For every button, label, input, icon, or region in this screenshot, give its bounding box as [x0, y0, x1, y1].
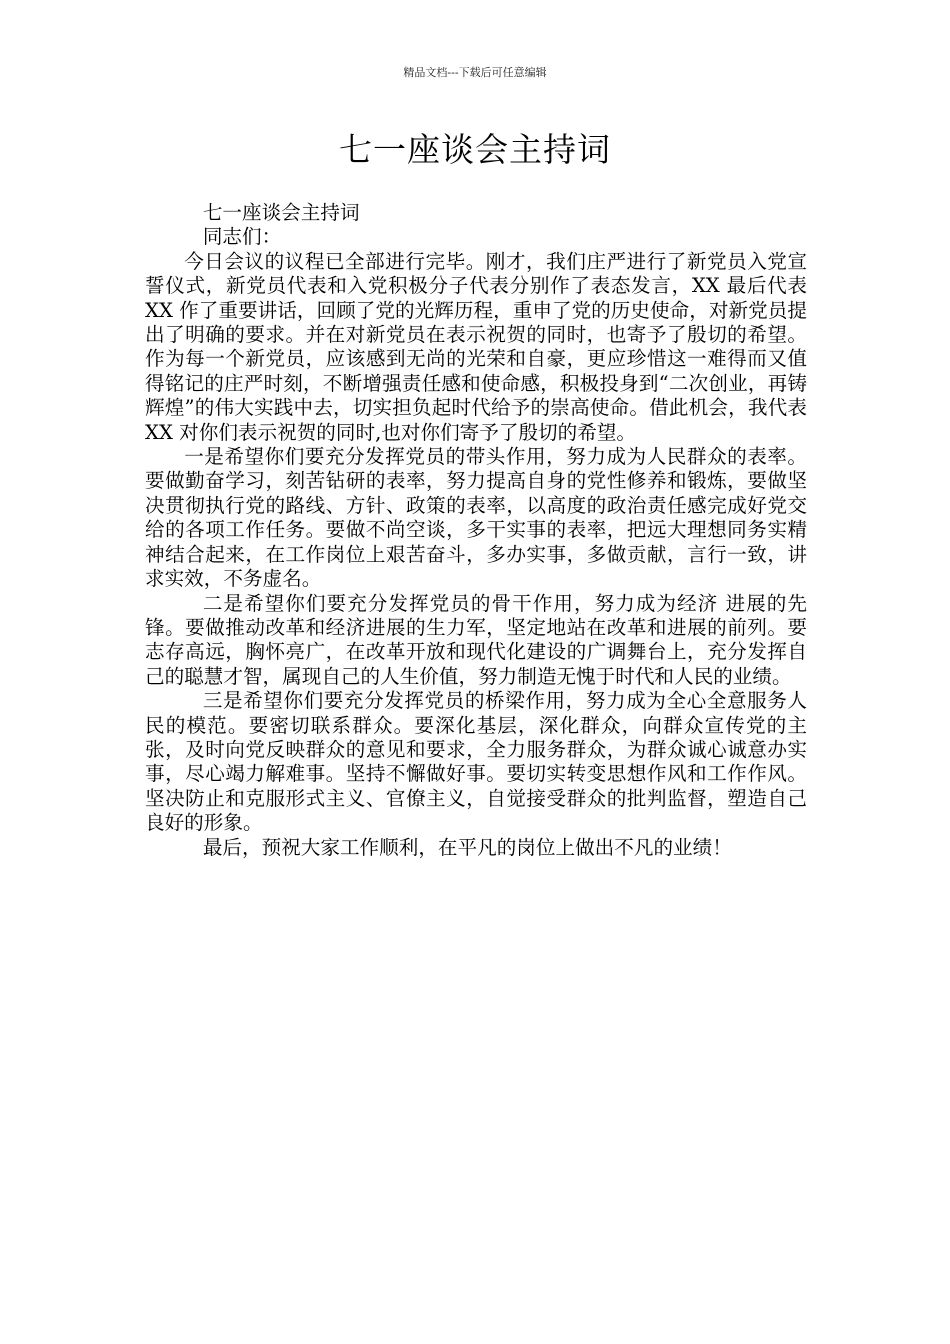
paragraph-point-one: 一是希望你们要充分发挥党员的带头作用，努力成为人民群众的表率。要做勤奋学习，刻苦钻研的表率，努力提高自身的党性修养和锻炼，要做坚决贯彻执行党的路线、方针、政策的表率，以高度的政治责任感完成好党交给的各项工作任务。要做不尚空谈，多干实事的表率，把远大理想同务实精神结合起来，在工作岗位上艰苦奋斗，多办实事，多做贡献，言行一致，讲求实效，不务虚名。 [145, 445, 807, 591]
subtitle-line: 七一座谈会主持词 [202, 201, 360, 224]
salutation: 同志们： [202, 225, 282, 249]
header-note: 精品文档---下载后可任意编辑 [403, 66, 547, 79]
paragraph-point-three: 三是希望你们要充分发挥党员的桥梁作用，努力成为全心全意服务人民的模范。要密切联系群众。要深化基层，深化群众，向群众宣传党的主张，及时向党反映群众的意见和要求，全力服务群众，为群众诚心诚意办实事，尽心竭力解难事。坚持不懈做好事。要切实转变思想作风和工作作风。坚决防止和克服形式主义、官僚主义，自觉接受群众的批判监督，塑造自己良好的形象。 [145, 689, 807, 835]
paragraph-closing: 最后，预祝大家工作顺利，在平凡的岗位上做出不凡的业绩！ [202, 835, 732, 859]
paragraph-intro: 今日会议的议程已全部进行完毕。刚才，我们庄严进行了新党员入党宣誓仪式，新党员代表和入党积极分子代表分别作了表态发言，XX 最后代表 XX 作了重要讲话，回顾了党的光辉历程，重申了党的历史使命，对新党员提出了明确的要求。并在对新党员在表示祝贺的同时，也寄予了殷切的希望。作为每一个新党员，应该感到无尚的光荣和自豪，更应珍惜这一难得而又值得铭记的庄严时刻，不断增强责任感和使命感，积极投身到“二次创业，再铸辉煌”的伟大实践中去，切实担负起时代给予的崇高使命。借此机会，我代表 XX 对你们表示祝贺的同时,也对你们寄予了殷切的希望。 [145, 249, 807, 444]
paragraph-point-two: 二是希望你们要充分发挥党员的骨干作用，努力成为经济 进展的先锋。要做推动改革和经济进展的生力军，坚定地站在改革和进展的前列。要志存高远，胸怀亮广，在改革开放和现代化建设的广调舞台上，充分发挥自己的聪慧才智，属现自己的人生价值，努力制造无愧于时代和人民的业绩。 [145, 591, 807, 688]
document-title: 七一座谈会主持词 [339, 130, 611, 169]
document-body [145, 201, 807, 860]
